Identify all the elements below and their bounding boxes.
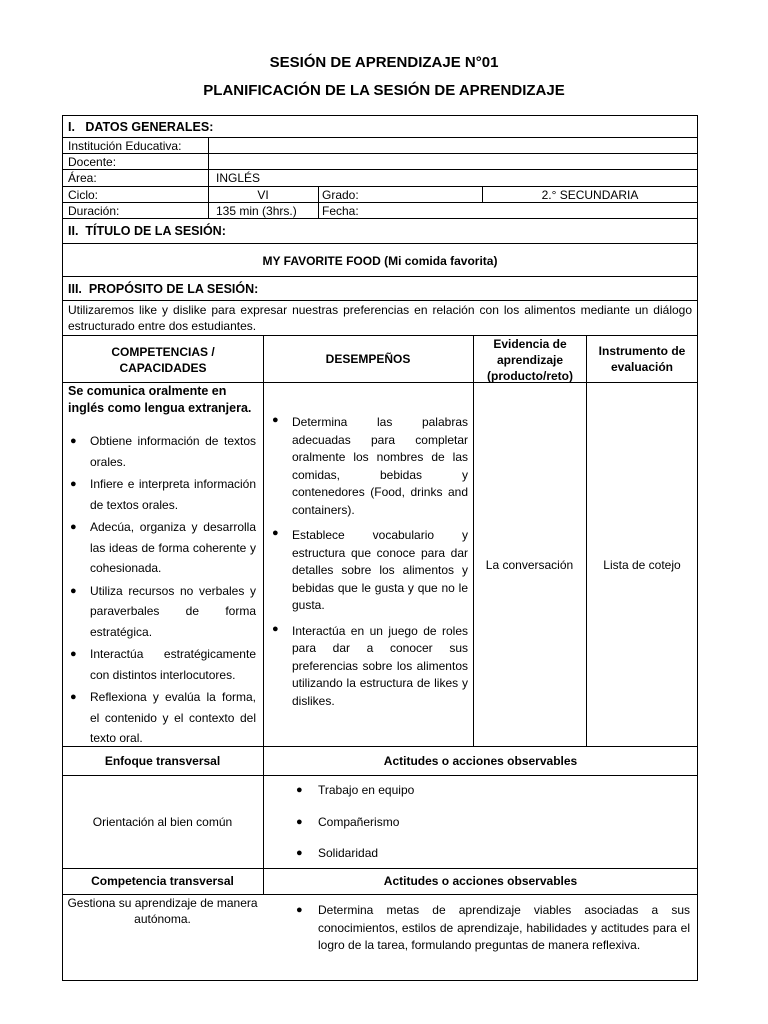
divider xyxy=(62,169,698,170)
divider xyxy=(62,153,698,154)
divider xyxy=(62,276,698,277)
desempeno-text: ● Interactúa en un juego de roles para dar a conocer sus preferencias sobre los alimentos utilizando la estructura de likes y dislikes. xyxy=(292,623,468,708)
list-item: ● Obtiene información de textos orales. xyxy=(70,431,256,472)
ciclo-label: Ciclo: xyxy=(68,188,99,202)
list-item xyxy=(272,623,468,711)
grado-label: Grado: xyxy=(322,188,359,202)
list-item xyxy=(272,527,468,615)
header-competencias: COMPETENCIAS / CAPACIDADES xyxy=(111,345,215,375)
fecha-label: Fecha: xyxy=(322,204,359,218)
area-value: INGLÉS xyxy=(216,171,261,185)
competencia-transversal-header: Competencia transversal xyxy=(91,874,234,888)
list-item xyxy=(272,414,468,519)
datos-generales-heading: I. DATOS GENERALES: xyxy=(68,120,214,134)
divider xyxy=(62,243,698,244)
proposito-text: Utilizaremos like y dislike para expresar nuestras preferencias en relación con los alimentos mediante un diálogo estructurado entre dos estudiantes. xyxy=(68,303,692,333)
divider xyxy=(318,186,319,218)
docente-label: Docente: xyxy=(68,155,117,169)
divider xyxy=(62,335,698,336)
competencia-actitudes-list xyxy=(296,902,690,955)
actitudes-header: Actitudes o acciones observables xyxy=(383,754,578,768)
competencia-transversal-value: Gestiona su aprendizaje de manera autónoma. xyxy=(67,896,258,926)
header-evidencia: Evidencia de aprendizaje (producto/reto) xyxy=(487,337,573,383)
divider xyxy=(263,335,264,746)
document-title: SESIÓN DE APRENDIZAJE N°01 xyxy=(269,54,499,71)
duracion-value: 135 min (3hrs.) xyxy=(216,204,297,218)
area-label: Área: xyxy=(68,171,97,185)
list-item: ● Reflexiona y evalúa la forma, el contenido y el contexto del texto oral. xyxy=(70,687,256,749)
ciclo-value: VI xyxy=(257,188,269,202)
actitudes-list xyxy=(296,782,676,861)
divider xyxy=(482,186,483,202)
duracion-label: Duración: xyxy=(68,204,120,218)
header-instrumento: Instrumento de evaluación xyxy=(598,344,686,374)
grado-value: 2.° SECUNDARIA xyxy=(541,188,639,202)
divider xyxy=(62,746,698,747)
desempenos-list xyxy=(272,414,468,710)
capacidades-list xyxy=(70,431,256,749)
document-subtitle: PLANIFICACIÓN DE LA SESIÓN DE APRENDIZAJE xyxy=(203,82,565,99)
actitudes-header-2: Actitudes o acciones observables xyxy=(383,874,578,888)
list-item: ● Solidaridad xyxy=(296,845,676,861)
proposito-heading: III. PROPÓSITO DE LA SESIÓN: xyxy=(68,282,259,296)
list-item: ● Infiere e interpreta información de textos orales. xyxy=(70,474,256,515)
titulo-heading: II. TÍTULO DE LA SESIÓN: xyxy=(68,224,226,238)
enfoque-header: Enfoque transversal xyxy=(104,754,221,768)
list-item: ● Utiliza recursos no verbales y paraverbales de forma estratégica. xyxy=(70,581,256,643)
list-item: ● Adecúa, organiza y desarrolla las ideas de forma coherente y cohesionada. xyxy=(70,517,256,579)
divider xyxy=(62,775,698,776)
session-title: MY FAVORITE FOOD (Mi comida favorita) xyxy=(262,254,498,268)
divider xyxy=(62,300,698,301)
desempeno-text: ● Determina las palabras adecuadas para completar oralmente los nombres de las comidas, bebidas y contenedores (Food, drinks and containers). xyxy=(292,415,468,517)
institucion-label: Institución Educativa: xyxy=(68,139,182,153)
divider xyxy=(473,335,474,746)
list-item: ● Trabajo en equipo xyxy=(296,782,676,798)
evidencia-value: La conversación xyxy=(485,558,574,572)
desempeno-text: ● Establece vocabulario y estructura que conoce para dar detalles sobre los alimentos y bebidas que le gusta y que no le gusta. xyxy=(292,528,468,612)
divider xyxy=(586,335,587,746)
divider xyxy=(62,868,698,869)
list-item: ● Interactúa estratégicamente con distintos interlocutores. xyxy=(70,644,256,685)
divider xyxy=(62,218,698,219)
divider xyxy=(62,202,698,203)
enfoque-value: Orientación al bien común xyxy=(92,815,233,829)
list-item: ● Compañerismo xyxy=(296,814,676,830)
competencia-title: Se comunica oralmente en inglés como lengua extranjera. xyxy=(68,384,252,415)
list-item: ● Determina metas de aprendizaje viables asociadas a sus conocimientos, estilos de aprendizaje, habilidades y actitudes para el logro de la tarea, formulando preguntas de manera reflexiva. xyxy=(296,902,690,955)
header-desempenos: DESEMPEÑOS xyxy=(325,352,411,366)
divider xyxy=(208,137,209,218)
instrumento-value: Lista de cotejo xyxy=(603,558,681,572)
